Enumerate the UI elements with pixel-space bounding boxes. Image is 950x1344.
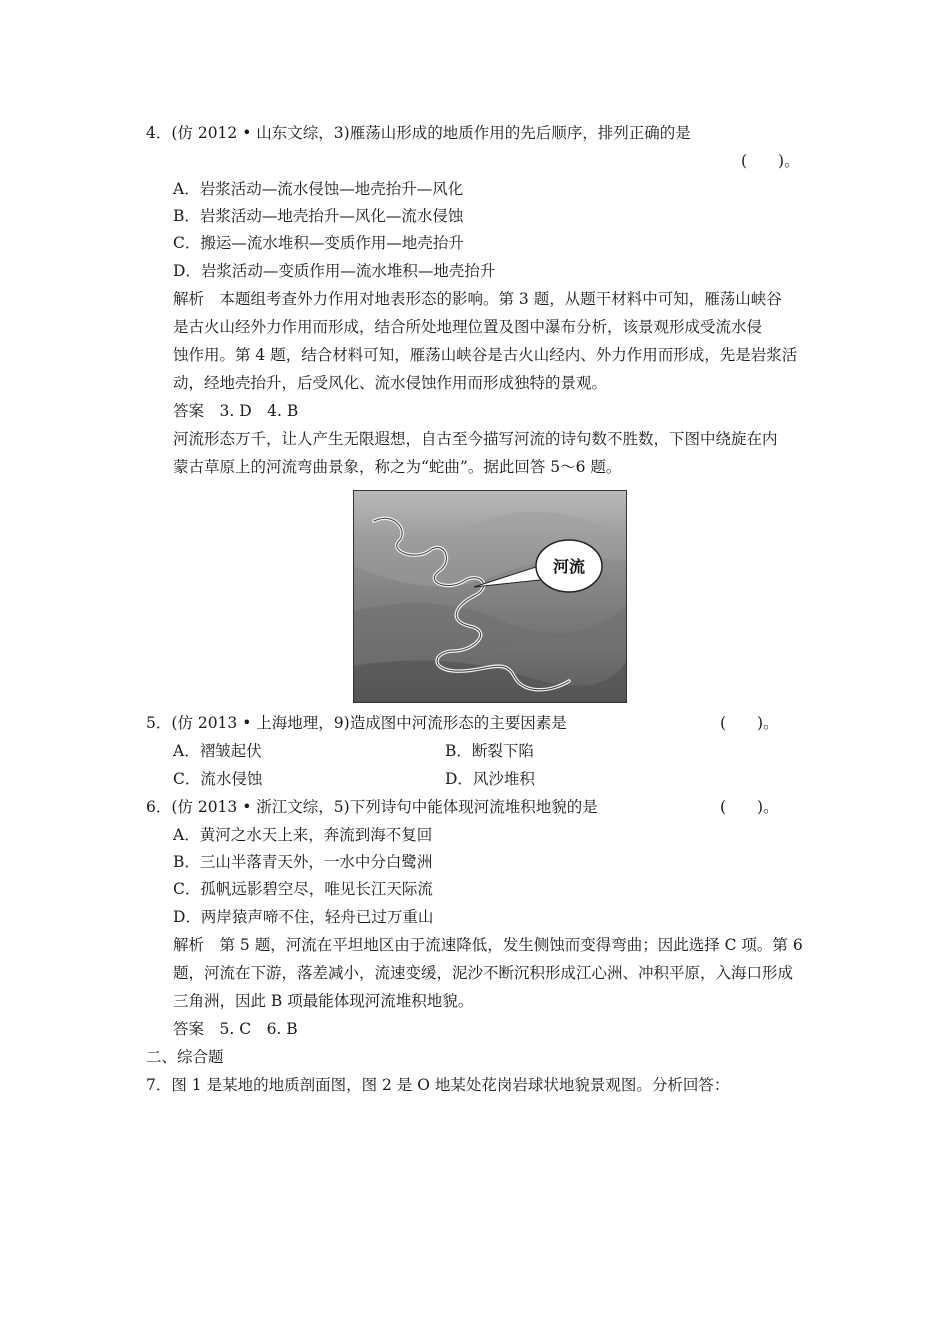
q4-option-d: D．岩浆活动—变质作用—流水堆积—地壳抬升 — [173, 262, 496, 280]
q6-answer-paren: ( )。 — [720, 798, 779, 816]
q4-option-a: A．岩浆活动—流水侵蚀—地壳抬升—风化 — [173, 180, 464, 198]
section-heading: 二、综合题 — [146, 1048, 224, 1066]
q5-answer-paren: ( )。 — [720, 714, 779, 732]
q4-option-c: C．搬运—流水堆积—变质作用—地壳抬升 — [173, 234, 464, 252]
intro-line: 河流形态万千，让人产生无限遐想，自古至今描写河流的诗句数不胜数，下图中绕旋在内 — [173, 430, 778, 448]
analysis-line: 解析 本题组考查外力作用对地表形态的影响。第 3 题，从题干材料中可知，雁荡山峡谷 — [173, 290, 782, 308]
q6-option-d: D．两岸猿声啼不住，轻舟已过万重山 — [173, 908, 434, 926]
q4-answer-paren: ( )。 — [741, 152, 800, 170]
q6-option-a: A．黄河之水天上来，奔流到海不复回 — [173, 826, 433, 844]
river-aerial-image — [354, 491, 626, 702]
intro-line: 蒙古草原上的河流弯曲景象，称之为“蛇曲”。据此回答 5～6 题。 — [173, 458, 622, 476]
q6-option-b: B．三山半落青天外，一水中分白鹭洲 — [173, 853, 433, 871]
q5-option-a: A．褶皱起伏 — [173, 742, 262, 760]
q7-stem: 7．图 1 是某地的地质剖面图，图 2 是 O 地某处花岗岩球状地貌景观图。分析回答： — [146, 1076, 730, 1094]
q6-stem: 6．(仿 2013 • 浙江文综，5)下列诗句中能体现河流堆积地貌的是 — [146, 798, 598, 816]
analysis-line: 解析 第 5 题，河流在平坦地区由于流速降低，发生侧蚀而变得弯曲；因此选择 C 项。第 6 — [173, 936, 803, 954]
answer-3-4: 答案 3. D 4. B — [173, 402, 299, 420]
meandering-river-photo — [353, 490, 627, 703]
analysis-line: 蚀作用。第 4 题，结合材料可知，雁荡山峡谷是古火山经内、外力作用而形成，先是岩浆活 — [173, 346, 798, 364]
analysis-line: 三角洲，因此 B 项最能体现河流堆积地貌。 — [173, 992, 474, 1010]
river-callout-label: 河流 — [552, 557, 586, 576]
q6-option-c: C．孤帆远影碧空尽，唯见长江天际流 — [173, 880, 433, 898]
q5-stem: 5．(仿 2013 • 上海地理，9)造成图中河流形态的主要因素是 — [146, 714, 567, 732]
q5-option-d: D．风沙堆积 — [445, 770, 535, 788]
analysis-line: 动，经地壳抬升，后受风化、流水侵蚀作用而形成独特的景观。 — [173, 374, 608, 392]
q5-option-c: C．流水侵蚀 — [173, 770, 263, 788]
answer-5-6: 答案 5. C 6. B — [173, 1020, 298, 1038]
analysis-line: 是古火山经外力作用而形成，结合所处地理位置及图中瀑布分析，该景观形成受流水侵 — [173, 318, 763, 336]
analysis-line: 题，河流在下游，落差减小，流速变缓，泥沙不断沉积形成江心洲、冲积平原，入海口形成 — [173, 964, 794, 982]
q5-option-b: B．断裂下陷 — [445, 742, 534, 760]
q4-option-b: B．岩浆活动—地壳抬升—风化—流水侵蚀 — [173, 207, 464, 225]
q4-stem: 4．(仿 2012 • 山东文综，3)雁荡山形成的地质作用的先后顺序，排列正确的是 — [146, 124, 691, 142]
